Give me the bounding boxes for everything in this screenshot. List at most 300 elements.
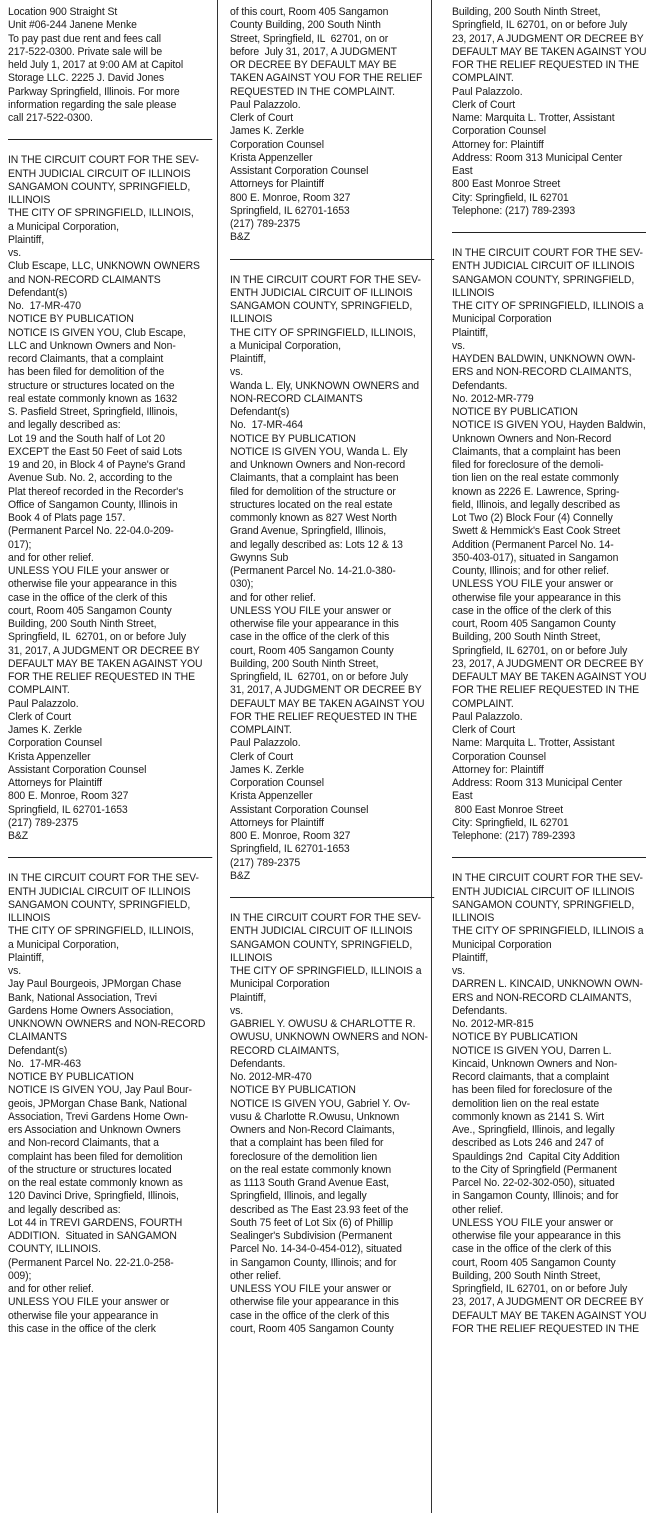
notice-line: Springfield, IL 62701, on or before July: [8, 631, 187, 644]
notice-line: DEFAULT MAY BE TAKEN AGAINST YOU: [8, 657, 203, 670]
notice-line: Springfield, IL 62701, on or before July: [230, 671, 409, 683]
notice-line: No. 17-MR-470: [8, 300, 81, 312]
notice-line: on the real estate commonly known as: [8, 1177, 183, 1189]
notice-line: Wanda L. Ely, UNKNOWN OWNERS and: [230, 379, 420, 392]
notice-line: NOTICE IS GIVEN YOU, Wanda L. Ely: [230, 445, 408, 458]
notice-line: THE CITY OF SPRINGFIELD, ILLINOIS,: [8, 207, 194, 220]
notice-line: ENTH JUDICIAL CIRCUIT OF ILLINOIS: [8, 167, 191, 180]
notice-line: vs.: [230, 366, 244, 379]
notice-line: IN THE CIRCUIT COURT FOR THE SEV-: [8, 154, 199, 167]
notice-line: OWUSU, UNKNOWN OWNERS and NON-: [230, 1031, 428, 1044]
notice-line: 009);: [8, 1269, 32, 1282]
notice-line: OR DECREE BY DEFAULT MAY BE: [230, 59, 397, 71]
notice-line: NOTICE IS GIVEN YOU, Jay Paul Bour-: [8, 1084, 192, 1097]
notice-line: Kincaid, Unknown Owners and Non-: [452, 1057, 618, 1070]
notice-line: SANGAMON COUNTY, SPRINGFIELD,: [452, 898, 635, 911]
notice-line: No. 2012-MR-815: [452, 1018, 534, 1030]
notice-line: Plaintiff,: [230, 991, 267, 1004]
notice-line: B&Z: [230, 869, 251, 882]
notice-line: GABRIEL Y. OWUSU & CHARLOTTE R.: [230, 1018, 416, 1030]
notice-line: IN THE CIRCUIT COURT FOR THE SEV-: [230, 912, 421, 924]
legal-notice: [230, 274, 436, 884]
notice-line: record Claimants, that a complaint: [8, 353, 164, 365]
notice-line: Clerk of Court: [230, 750, 294, 763]
notice-line: THE CITY OF SPRINGFIELD, ILLINOIS a: [230, 965, 422, 977]
notice-line: Jay Paul Bourgeois, JPMorgan Chase: [8, 978, 182, 991]
notice-line: Clerk of Court: [230, 112, 294, 124]
notice-line: THE CITY OF SPRINGFIELD, ILLINOIS,: [230, 326, 416, 339]
notice-line: case in the office of the clerk of this: [230, 1309, 390, 1322]
notice-line: case in the office of the clerk of this: [452, 604, 612, 617]
notice-line: call 217-522-0300.: [8, 112, 93, 124]
notice-line: City: Springfield, IL 62701: [452, 191, 569, 204]
notice-line: Association, Trevi Gardens Home Own-: [8, 1110, 188, 1123]
notice-line: Spauldings 2nd Capital City Addition: [452, 1150, 620, 1163]
notice-line: and for other relief.: [230, 591, 316, 604]
notice-line: otherwise file your appearance in this: [452, 1230, 621, 1242]
notice-line: and Unknown Owners and Non-record: [230, 459, 406, 471]
notice-line: Springfield, IL 62701-1653: [8, 803, 128, 816]
legal-notice: [8, 6, 214, 125]
notice-line: 800 E. Monroe, Room 327: [8, 790, 129, 803]
notice-line: described as Lots 246 and 247 of: [452, 1137, 604, 1150]
notice-line: and legally described as:: [8, 1203, 121, 1216]
notice-line: ADDITION. Situated in SANGAMON: [8, 1230, 177, 1242]
notice-line: Paul Palazzolo.: [452, 710, 523, 723]
notice-line: FOR THE RELIEF REQUESTED IN THE: [452, 684, 639, 697]
notice-line: that a complaint has been filed for: [230, 1137, 384, 1150]
notice-line: UNLESS YOU FILE your answer or: [452, 578, 614, 591]
notice-line: as 1113 South Grand Avenue East,: [230, 1177, 389, 1189]
notice-line: Corporation Counsel: [8, 737, 102, 750]
notice-line: NOTICE IS GIVEN YOU, Gabriel Y. Ov-: [230, 1097, 411, 1110]
notice-line: SANGAMON COUNTY, SPRINGFIELD,: [8, 898, 191, 911]
notice-line: ERS and NON-RECORD CLAIMANTS,: [452, 991, 632, 1004]
notice-line: Corporation Counsel: [230, 777, 324, 789]
notice-line: Parcel No. 22-02-302-050), situated: [452, 1177, 615, 1189]
legal-notice: [230, 912, 436, 1336]
notice-line: Paul Palazzolo.: [230, 737, 301, 750]
notice-line: East: [452, 165, 473, 177]
notice-line: REQUESTED IN THE COMPLAINT.: [230, 85, 395, 98]
notice-line: UNLESS YOU FILE your answer or: [230, 604, 392, 617]
notice-line: Assistant Corporation Counsel: [8, 763, 147, 776]
notice-line: THE CITY OF SPRINGFIELD, ILLINOIS a: [452, 300, 644, 312]
notice-line: 800 East Monroe Street: [452, 178, 561, 191]
column-divider: [217, 0, 218, 1513]
notice-line: 23, 2017, A JUDGMENT OR DECREE BY: [452, 32, 644, 45]
notice-line: filed for foreclosure of the demoli-: [452, 459, 604, 471]
notice-line: 030);: [230, 578, 254, 591]
notice-line: court, Room 405 Sangamon County: [230, 644, 394, 657]
notice-line: Springfield, IL 62701, on or before July: [452, 644, 628, 657]
notice-line: Corporation Counsel: [230, 138, 324, 151]
notice-line: (217) 789-2375: [230, 856, 301, 869]
notice-line: TAKEN AGAINST YOU FOR THE RELIEF: [230, 72, 423, 85]
notice-line: DEFAULT MAY BE TAKEN AGAINST YOU: [452, 45, 646, 58]
notice-line: City: Springfield, IL 62701: [452, 816, 569, 829]
notice-line: a Municipal Corporation,: [230, 339, 341, 352]
notice-line: Springfield, Illinois, and legally: [230, 1190, 367, 1203]
notice-line: Plaintiff,: [452, 326, 489, 339]
notice-line: DEFAULT MAY BE TAKEN AGAINST YOU: [230, 697, 425, 710]
notice-line: B&Z: [230, 231, 251, 244]
notice-line: 19 and 20, in Block 4 of Payne's Grand: [8, 459, 186, 471]
notice-line: Address: Room 313 Municipal Center: [452, 151, 623, 164]
notice-line: Defendants.: [230, 1057, 286, 1070]
notice-line: described as The East 23.93 feet of the: [230, 1203, 409, 1216]
notice-line: Municipal Corporation: [230, 978, 330, 991]
notice-line: Attorney for: Plaintiff: [452, 763, 544, 776]
notice-line: SANGAMON COUNTY, SPRINGFIELD,: [230, 300, 413, 312]
notice-line: Krista Appenzeller: [230, 151, 313, 164]
notice-line: Clerk of Court: [8, 710, 72, 723]
notice-line: on the real estate commonly known: [230, 1163, 392, 1176]
notice-line: IN THE CIRCUIT COURT FOR THE SEV-: [8, 872, 199, 885]
notice-line: No. 2012-MR-470: [230, 1071, 312, 1083]
notice-line: and legally described as: Lots 12 & 13: [230, 538, 403, 551]
notice-line: S. Pasfield Street, Springfield, Illinois,: [8, 406, 178, 418]
notice-line: Paul Palazzolo.: [452, 85, 523, 98]
notice-line: (217) 789-2375: [230, 218, 301, 230]
notice-line: FOR THE RELIEF REQUESTED IN THE: [452, 59, 639, 71]
notice-line: Lot 44 in TREVI GARDENS, FOURTH: [8, 1216, 183, 1229]
notice-line: Defendant(s): [8, 1044, 68, 1057]
notice-line: Record claimants, that a complaint: [452, 1071, 609, 1083]
notice-line: this case in the office of the clerk: [8, 1322, 156, 1335]
notice-line: 31, 2017, A JUDGMENT OR DECREE BY: [8, 644, 200, 657]
notice-line: tion lien on the real estate commonly: [452, 472, 619, 485]
notice-separator: [452, 857, 646, 858]
notice-line: structures located on the real estate: [230, 498, 393, 511]
notice-line: Building, 200 South Ninth Street,: [452, 1269, 601, 1282]
notice-line: FOR THE RELIEF REQUESTED IN THE: [452, 1322, 639, 1335]
notice-line: otherwise file your appearance in this: [230, 1296, 399, 1309]
notice-line: 800 E. Monroe, Room 327: [230, 191, 351, 204]
notice-line: complaint has been filed for demolition: [8, 1150, 183, 1163]
notice-line: court, Room 405 Sangamon County: [230, 1322, 394, 1335]
notice-line: Springfield, IL 62701-1653: [230, 843, 350, 856]
notice-line: to the City of Springfield (Permanent: [452, 1163, 617, 1176]
legal-notice: [452, 6, 646, 218]
notice-line: East: [452, 790, 473, 803]
notice-line: Claimants, that a complaint has been: [452, 445, 621, 458]
notice-line: Location 900 Straight St: [8, 6, 118, 18]
notice-line: and for other relief.: [8, 551, 94, 564]
notice-line: in Sangamon County, Illinois; and for: [230, 1256, 397, 1269]
notice-line: DEFAULT MAY BE TAKEN AGAINST YOU: [452, 671, 646, 683]
notice-line: (217) 789-2375: [8, 816, 79, 829]
notice-line: Owners and Non-Record Claimants,: [230, 1124, 395, 1136]
notice-line: COMPLAINT.: [8, 684, 70, 697]
notice-line: Springfield, IL 62701-1653: [230, 204, 350, 217]
notice-line: Club Escape, LLC, UNKNOWN OWNERS: [8, 260, 200, 273]
notice-line: RECORD CLAIMANTS,: [230, 1044, 340, 1057]
notice-line: vs.: [452, 339, 466, 352]
notice-line: Defendant(s): [8, 286, 68, 299]
notice-line: Parcel No. 14-34-0-454-012), situated: [230, 1243, 402, 1256]
notice-line: Unknown Owners and Non-Record: [452, 432, 612, 445]
notice-line: 23, 2017, A JUDGMENT OR DECREE BY: [452, 1296, 644, 1309]
notice-line: Building, 200 South Ninth Street,: [452, 631, 601, 644]
notice-line: Ave., Springfield, Illinois, and legally: [452, 1124, 615, 1136]
notice-line: NOTICE BY PUBLICATION: [230, 432, 356, 445]
notice-line: Street, Springfield, IL 62701, on or: [230, 32, 389, 45]
notice-line: vusu & Charlotte R.Owusu, Unknown: [230, 1110, 400, 1123]
notice-line: Defendants.: [452, 1004, 508, 1017]
notice-line: Building, 200 South Ninth Street,: [230, 657, 379, 670]
notice-line: other relief.: [230, 1269, 282, 1282]
notice-line: UNKNOWN OWNERS and NON-RECORD: [8, 1018, 206, 1030]
notice-line: (Permanent Parcel No. 22-04.0-209-: [8, 525, 174, 538]
notice-line: Springfield, IL 62701, on or before July: [452, 1283, 628, 1295]
notice-line: County Building, 200 South Ninth: [230, 19, 381, 32]
notice-line: Gwynns Sub: [230, 551, 289, 564]
notice-line: otherwise file your appearance in this: [230, 618, 399, 630]
notice-line: South 75 feet of Lot Six (6) of Phillip: [230, 1216, 393, 1229]
notice-line: Defendant(s): [230, 406, 290, 418]
notice-line: UNLESS YOU FILE your answer or: [452, 1216, 614, 1229]
notice-separator: [230, 897, 434, 898]
legal-notice: [230, 6, 436, 245]
notice-line: Clerk of Court: [452, 98, 516, 111]
notice-line: NOTICE BY PUBLICATION: [452, 1031, 578, 1044]
notice-line: Corporation Counsel: [452, 125, 546, 138]
notice-line: 800 East Monroe Street: [452, 803, 564, 816]
notice-line: Paul Palazzolo.: [8, 697, 79, 710]
notice-line: Address: Room 313 Municipal Center: [452, 777, 623, 789]
notice-line: held July 1, 2017 at 9:00 AM at Capitol: [8, 59, 184, 71]
notice-line: in Sangamon County, Illinois; and for: [452, 1190, 619, 1203]
notice-line: Clerk of Court: [452, 724, 516, 736]
notice-line: ILLINOIS: [8, 912, 51, 924]
notice-line: before July 31, 2017, A JUDGMENT: [230, 45, 397, 58]
notice-line: B&Z: [8, 830, 29, 842]
notice-line: case in the office of the clerk of this: [452, 1243, 612, 1256]
notice-line: ENTH JUDICIAL CIRCUIT OF ILLINOIS: [230, 925, 413, 938]
notice-line: ILLINOIS: [452, 912, 495, 924]
notice-line: James K. Zerkle: [8, 724, 83, 736]
notice-line: NOTICE BY PUBLICATION: [230, 1084, 356, 1097]
notice-line: foreclosure of the demolition lien: [230, 1150, 378, 1163]
notice-line: Plaintiff,: [8, 951, 45, 964]
notice-line: vs.: [452, 965, 466, 977]
notice-line: of this court, Room 405 Sangamon: [230, 6, 389, 18]
column-1: [8, 6, 214, 1513]
notice-line: 800 E. Monroe, Room 327: [230, 830, 351, 842]
notice-line: Unit #06-244 Janene Menke: [8, 19, 137, 32]
notice-line: THE CITY OF SPRINGFIELD, ILLINOIS,: [8, 925, 194, 938]
notice-line: UNLESS YOU FILE your answer or: [230, 1283, 392, 1295]
notice-line: Lot 19 and the South half of Lot 20: [8, 432, 165, 445]
notice-line: NOTICE BY PUBLICATION: [452, 406, 578, 418]
notice-line: NON-RECORD CLAIMANTS: [230, 392, 363, 405]
notice-line: County, Illinois; and for other relief.: [452, 565, 609, 577]
notice-separator: [452, 232, 646, 233]
notice-line: Assistant Corporation Counsel: [230, 803, 369, 816]
notice-line: Assistant Corporation Counsel: [230, 165, 369, 177]
notice-line: NOTICE BY PUBLICATION: [8, 313, 134, 326]
notice-separator: [8, 857, 212, 858]
notice-line: HAYDEN BALDWIN, UNKNOWN OWN-: [452, 353, 636, 365]
notice-line: Municipal Corporation: [452, 938, 552, 951]
notice-line: ILLINOIS: [230, 313, 273, 326]
notice-line: other relief.: [452, 1203, 504, 1216]
notice-line: and legally described as:: [8, 419, 121, 432]
notice-line: To pay past due rent and fees call: [8, 32, 161, 45]
notice-line: Defendants.: [452, 379, 508, 392]
notice-line: commonly known as 827 West North: [230, 512, 397, 524]
notice-line: court, Room 405 Sangamon County: [452, 618, 616, 630]
notice-separator: [8, 139, 212, 140]
notice-line: COMPLAINT.: [452, 72, 514, 85]
notice-line: case in the office of the clerk of this: [230, 631, 390, 644]
notice-line: Addition (Permanent Parcel No. 14-: [452, 538, 614, 551]
notice-line: Storage LLC. 2225 J. David Jones: [8, 72, 165, 85]
notice-line: vs.: [8, 965, 22, 977]
notice-line: (Permanent Parcel No. 22-21.0-258-: [8, 1256, 174, 1269]
notice-line: Attorney for: Plaintiff: [452, 138, 544, 151]
notice-line: ILLINOIS: [230, 951, 273, 964]
notice-line: NOTICE IS GIVEN YOU, Club Escape,: [8, 326, 186, 339]
notice-line: CLAIMANTS: [8, 1031, 67, 1044]
notice-line: Parkway Springfield, Illinois. For more: [8, 85, 180, 98]
column-3: [452, 6, 646, 1513]
notice-line: case in the office of the clerk of this: [8, 591, 168, 604]
notice-line: Avenue Sub. No. 2, according to the: [8, 472, 173, 485]
notice-line: geois, JPMorgan Chase Bank, National: [8, 1097, 187, 1110]
notice-line: 217-522-0300. Private sale will be: [8, 45, 163, 58]
notice-line: Claimants, that a complaint has been: [230, 472, 399, 485]
notice-line: and NON-RECORD CLAIMANTS: [8, 273, 161, 286]
notice-line: Municipal Corporation: [452, 313, 552, 326]
notice-line: ENTH JUDICIAL CIRCUIT OF ILLINOIS: [8, 885, 191, 898]
legal-notice: [8, 154, 214, 843]
notice-line: has been filed for foreclosure of the: [452, 1084, 613, 1097]
notice-line: known as 2226 E. Lawrence, Spring-: [452, 485, 620, 498]
notice-line: Telephone: (217) 789-2393: [452, 204, 576, 217]
notice-line: has been filed for demolition of the: [8, 366, 165, 379]
notice-line: No. 2012-MR-779: [452, 392, 534, 405]
notice-line: otherwise file your appearance in: [8, 1309, 159, 1322]
notice-line: UNLESS YOU FILE your answer or: [8, 565, 170, 577]
notice-line: Gardens Home Owners Association,: [8, 1004, 174, 1017]
notice-line: Krista Appenzeller: [8, 750, 91, 763]
notice-line: and for other relief.: [8, 1283, 94, 1295]
notice-line: Plaintiff,: [452, 951, 489, 964]
notice-line: No. 17-MR-463: [8, 1057, 81, 1070]
notice-line: Name: Marquita L. Trotter, Assistant: [452, 737, 615, 750]
notice-line: structure or structures located on the: [8, 379, 175, 392]
notice-line: ILLINOIS: [8, 194, 51, 206]
notice-line: Office of Sangamon County, Illinois in: [8, 498, 178, 511]
notice-line: Book 4 of Plats page 157.: [8, 512, 126, 524]
legal-notice: [452, 247, 646, 843]
notice-line: IN THE CIRCUIT COURT FOR THE SEV-: [452, 872, 643, 885]
notice-line: Springfield, IL 62701, on or before July: [452, 19, 628, 32]
notice-line: COMPLAINT.: [230, 724, 292, 736]
notice-line: FOR THE RELIEF REQUESTED IN THE: [230, 710, 417, 723]
notice-line: 31, 2017, A JUDGMENT OR DECREE BY: [230, 684, 422, 697]
notice-line: Lot Two (2) Block Four (4) Connelly: [452, 512, 613, 524]
notice-line: NOTICE BY PUBLICATION: [8, 1071, 134, 1083]
column-2: [230, 6, 436, 1513]
notice-line: Plaintiff,: [230, 353, 267, 365]
notice-line: SANGAMON COUNTY, SPRINGFIELD,: [452, 273, 635, 286]
notice-line: SANGAMON COUNTY, SPRINGFIELD,: [230, 938, 413, 951]
notice-line: LLC and Unknown Owners and Non-: [8, 339, 176, 352]
notice-line: 017);: [8, 538, 32, 551]
notice-line: Swett & Hemmick's East Cook Street: [452, 525, 621, 538]
notice-line: No. 17-MR-464: [230, 419, 303, 432]
notice-line: James K. Zerkle: [230, 125, 305, 138]
notice-line: Grand Avenue, Springfield, Illinois,: [230, 525, 387, 538]
legal-notice: [8, 872, 214, 1336]
notice-line: field, Illinois, and legally described as: [452, 498, 620, 511]
notice-line: vs.: [230, 1004, 244, 1017]
notice-line: filed for demolition of the structure or: [230, 485, 396, 498]
notice-line: ENTH JUDICIAL CIRCUIT OF ILLINOIS: [230, 286, 413, 299]
notice-line: DARREN L. KINCAID, UNKNOWN OWN-: [452, 978, 643, 991]
notice-line: IN THE CIRCUIT COURT FOR THE SEV-: [230, 273, 421, 286]
notice-line: Sealinger's Subdivision (Permanent: [230, 1230, 392, 1242]
notice-line: NOTICE IS GIVEN YOU, Darren L.: [452, 1044, 612, 1057]
notice-line: Attorneys for Plaintiff: [230, 816, 324, 829]
notice-line: EXCEPT the East 50 Feet of said Lots: [8, 445, 183, 458]
notice-line: ers Association and Unknown Owners: [8, 1124, 181, 1136]
notice-line: vs.: [8, 247, 22, 259]
notice-line: and Non-record Claimants, that a: [8, 1137, 159, 1150]
notice-line: Krista Appenzeller: [230, 790, 313, 803]
notice-line: demolition lien on the real estate: [452, 1097, 600, 1110]
notice-line: DEFAULT MAY BE TAKEN AGAINST YOU: [452, 1309, 646, 1322]
notice-line: THE CITY OF SPRINGFIELD, ILLINOIS a: [452, 925, 644, 938]
notice-line: otherwise file your appearance in this: [8, 578, 177, 591]
notice-line: commonly known as 2141 S. Wirt: [452, 1110, 605, 1123]
notice-line: court, Room 405 Sangamon County: [452, 1256, 616, 1269]
notice-line: ENTH JUDICIAL CIRCUIT OF ILLINOIS: [452, 885, 635, 898]
notice-line: Building, 200 South Ninth Street,: [452, 6, 601, 18]
notice-line: real estate commonly known as 1632: [8, 392, 178, 405]
notice-line: of the structure or structures located: [8, 1163, 172, 1176]
notice-line: SANGAMON COUNTY, SPRINGFIELD,: [8, 180, 191, 193]
notice-line: Plat thereof recorded in the Recorder's: [8, 485, 184, 498]
notice-line: ERS and NON-RECORD CLAIMANTS,: [452, 366, 632, 379]
notice-line: Telephone: (217) 789-2393: [452, 830, 576, 842]
notice-line: Building, 200 South Ninth Street,: [8, 618, 157, 630]
notice-line: a Municipal Corporation,: [8, 220, 119, 233]
notice-line: court, Room 405 Sangamon County: [8, 604, 172, 617]
notice-line: UNLESS YOU FILE your answer or: [8, 1296, 170, 1309]
notice-line: information regarding the sale please: [8, 98, 177, 111]
notice-line: Bank, National Association, Trevi: [8, 991, 157, 1004]
notice-line: IN THE CIRCUIT COURT FOR THE SEV-: [452, 247, 643, 259]
notice-line: Attorneys for Plaintiff: [8, 777, 102, 789]
notice-line: (Permanent Parcel No. 14-21.0-380-: [230, 565, 396, 577]
notice-line: a Municipal Corporation,: [8, 938, 119, 951]
notice-line: James K. Zerkle: [230, 763, 305, 776]
notice-line: ENTH JUDICIAL CIRCUIT OF ILLINOIS: [452, 260, 635, 273]
notice-line: COUNTY, ILLINOIS.: [8, 1243, 101, 1256]
notice-line: Name: Marquita L. Trotter, Assistant: [452, 112, 615, 124]
notice-line: NOTICE IS GIVEN YOU, Hayden Baldwin,: [452, 419, 646, 432]
notice-separator: [230, 259, 434, 260]
notice-line: 350-403-017), situated in Sangamon: [452, 551, 619, 564]
notice-line: 23, 2017, A JUDGMENT OR DECREE BY: [452, 657, 644, 670]
notice-line: Attorneys for Plaintiff: [230, 178, 324, 191]
notice-line: Corporation Counsel: [452, 750, 546, 763]
legal-notice: [452, 872, 646, 1336]
